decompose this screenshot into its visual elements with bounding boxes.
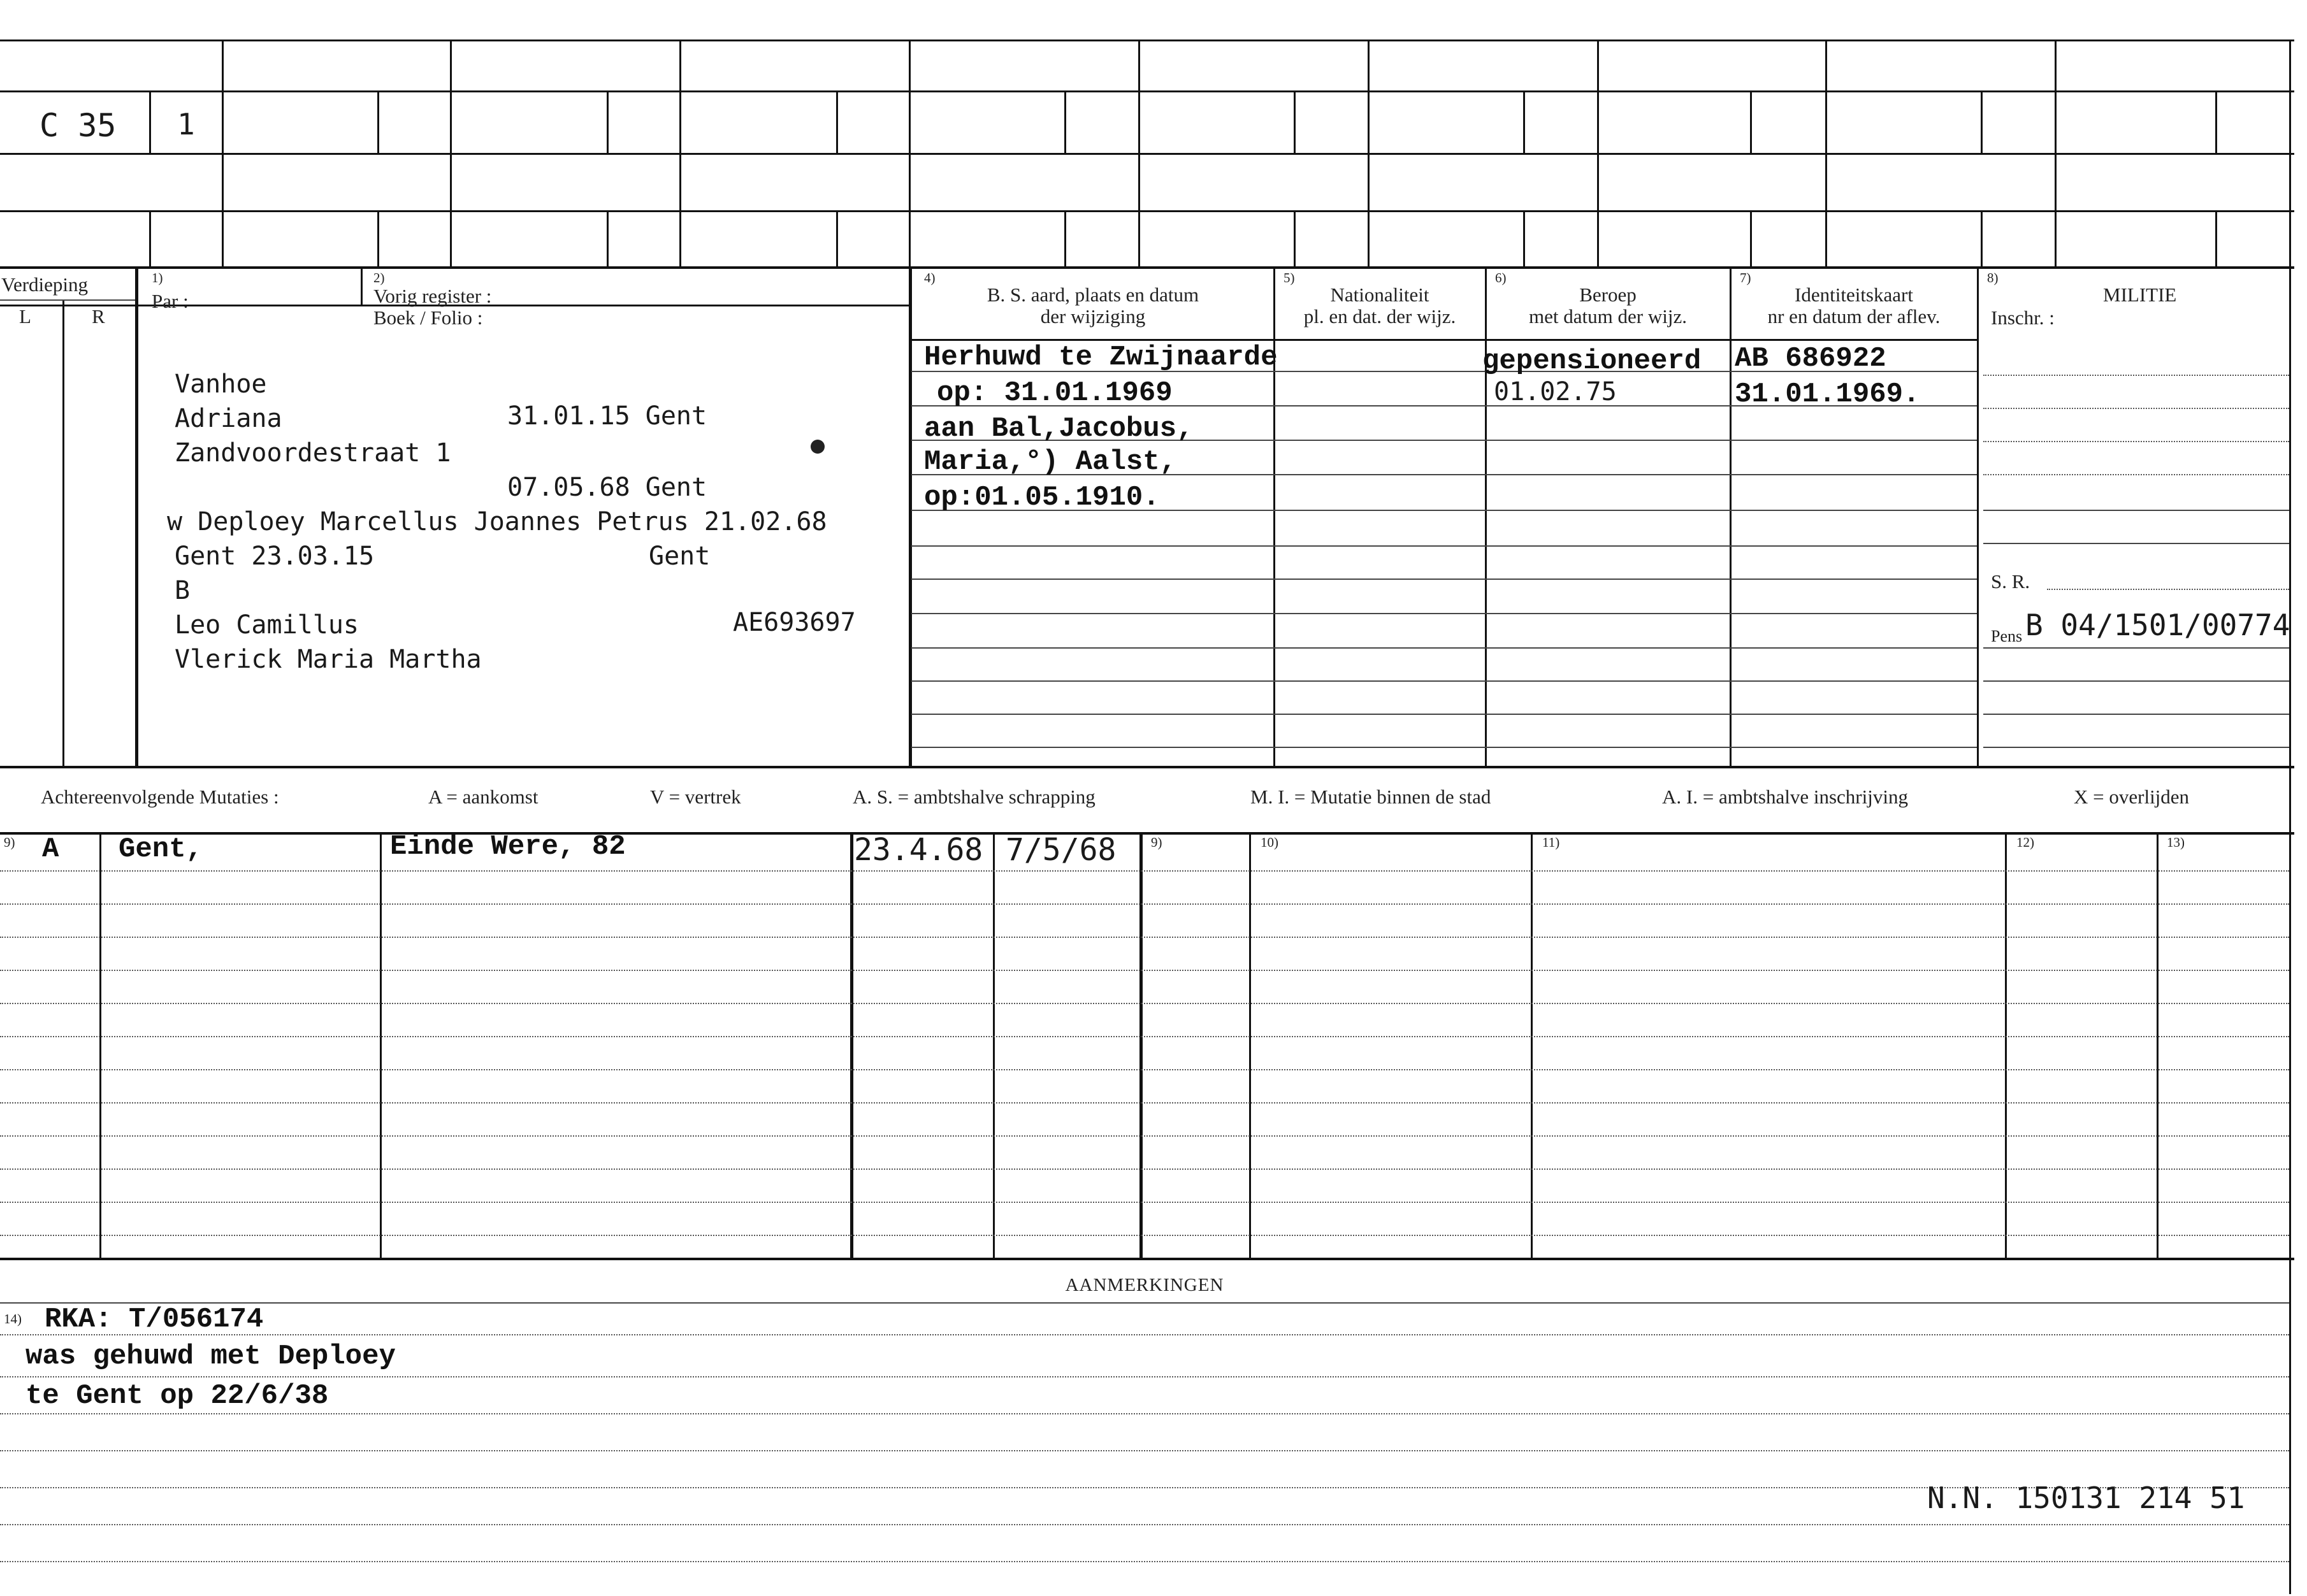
mut-col — [2005, 832, 2007, 1258]
grid-line — [0, 90, 2294, 92]
grid-col — [450, 40, 452, 266]
remarks-num: 14) — [4, 1311, 22, 1326]
surname: Vanhoe — [175, 370, 267, 399]
rule — [911, 680, 1977, 682]
grid-col — [836, 210, 838, 266]
rule — [1983, 543, 2289, 544]
bs-header-1: B. S. aard, plaats en datum — [987, 284, 1199, 306]
par-label: Par : — [152, 290, 189, 312]
grid-col — [1523, 210, 1525, 266]
legend-mi: M. I. = Mutatie binnen de stad — [1250, 786, 1491, 808]
mut-col — [2157, 832, 2159, 1258]
l-label: L — [19, 305, 31, 327]
verdieping-rule — [0, 299, 135, 301]
mut-col — [380, 832, 382, 1258]
col-id — [1730, 266, 1732, 766]
mut-rule — [0, 1069, 2289, 1070]
grid-line — [0, 210, 2294, 212]
remarks-rule — [0, 1450, 2289, 1451]
id-date: 31.01.1969. — [1735, 378, 1920, 410]
rule — [1983, 647, 2289, 649]
address: Zandvoordestraat 1 — [175, 438, 451, 468]
mutation-date-2: 7/5/68 — [1006, 832, 1117, 868]
mut-rule — [0, 970, 2289, 971]
pens-label: Pens — [1991, 627, 2023, 645]
mutation-street: Einde Were, 82 — [390, 831, 626, 863]
ber-header-1: Beroep — [1579, 284, 1637, 306]
grid-col — [1750, 90, 1752, 153]
mut-rule — [0, 1202, 2289, 1203]
grid-col — [1368, 40, 1370, 266]
remarks-rule — [0, 1376, 2289, 1377]
grid-col — [1064, 90, 1066, 153]
bs-line-1: Herhuwd te Zwijnaarde — [924, 341, 1278, 373]
rule — [1983, 408, 2289, 409]
mother-name: Vlerick Maria Martha — [175, 645, 482, 674]
mutation-type: A — [42, 833, 59, 865]
remarks-rule — [0, 1334, 2289, 1335]
col-bs — [909, 266, 912, 766]
bs-line-4: Maria,°) Aalst, — [924, 446, 1177, 478]
rule — [1983, 510, 2289, 511]
grid-col — [607, 90, 609, 153]
code-number: 1 — [177, 107, 195, 141]
mut-num-10: 10) — [1261, 835, 1278, 850]
mut-rule — [0, 870, 2289, 872]
bs-num: 4) — [924, 270, 936, 285]
grid-col — [2215, 90, 2217, 153]
mut-rule — [0, 1135, 2289, 1137]
mil-num: 8) — [1987, 270, 1999, 285]
rule — [911, 613, 1977, 614]
header-bottom — [909, 339, 1977, 341]
rule — [1983, 441, 2289, 442]
bs-line-5: op:01.05.1910. — [924, 482, 1160, 514]
remarks-line-3: te Gent op 22/6/38 — [25, 1380, 329, 1412]
remarks-rule — [0, 1413, 2289, 1414]
col-ber — [1485, 266, 1487, 766]
rule — [1983, 474, 2289, 475]
grid-col — [2055, 40, 2057, 266]
registration-date: 07.05.68 Gent — [507, 473, 707, 502]
grid-col — [1064, 210, 1066, 266]
grid-line — [0, 153, 2294, 155]
rule — [1983, 747, 2289, 748]
remarks-line-2: was gehuwd met Deploey — [25, 1341, 396, 1372]
mut-rule — [0, 1168, 2289, 1170]
mut-num-11: 11) — [1542, 835, 1560, 850]
nn-number: N.N. 150131 214 51 — [1927, 1481, 2245, 1515]
remarks-rule — [0, 1524, 2289, 1525]
bs-line-3: aan Bal,Jacobus, — [924, 413, 1194, 445]
legend-as: A. S. = ambtshalve schrapping — [853, 786, 1096, 808]
boek-label: Boek / Folio : — [373, 306, 483, 329]
sr-label: S. R. — [1991, 570, 2030, 593]
rule — [1983, 680, 2289, 682]
spouse-place: Gent — [649, 542, 711, 571]
rule — [2047, 589, 2289, 590]
remarks-title: AANMERKINGEN — [1065, 1275, 1224, 1295]
id-code: AE693697 — [733, 608, 856, 637]
rule — [911, 579, 1977, 580]
ber-header-2: met datum der wijz. — [1529, 305, 1687, 327]
grid-col — [222, 40, 224, 266]
inschr-label: Inschr. : — [1991, 306, 2055, 329]
section-bottom — [0, 766, 2294, 768]
mut-rule — [0, 1036, 2289, 1037]
pens-value: B 04/1501/00774 — [2025, 608, 2290, 642]
mut-col — [1139, 832, 1143, 1258]
vorig-num: 2) — [373, 270, 385, 285]
mutation-place: Gent, — [119, 833, 203, 865]
mut-col — [850, 832, 853, 1258]
grid-col — [377, 90, 379, 153]
col-vorig — [361, 266, 363, 305]
legend-x: X = overlijden — [2074, 786, 2190, 808]
remarks-line-1: RKA: T/056174 — [45, 1304, 264, 1335]
remarks-rule — [0, 1561, 2289, 1562]
beroep-value: gepensioneerd — [1482, 345, 1702, 377]
grid-col — [1825, 40, 1827, 266]
bs-line-2: op: 31.01.1969 — [937, 377, 1173, 409]
grid-line — [0, 266, 2294, 269]
nat-num: 5) — [1284, 270, 1295, 285]
militie-label: MILITIE — [2103, 284, 2177, 306]
par-num: 1) — [152, 270, 163, 285]
bs-header-2: der wijziging — [1040, 305, 1146, 327]
rule — [1983, 375, 2289, 376]
grid-col — [1597, 40, 1599, 266]
mut-num-9: 9) — [4, 835, 15, 850]
code-c35: C 35 — [40, 107, 117, 144]
first-name: Adriana — [175, 404, 282, 433]
grid-col — [2215, 210, 2217, 266]
grid-col — [1981, 90, 1983, 153]
mut-rule — [0, 1102, 2289, 1104]
grid-col — [1981, 210, 1983, 266]
ber-num: 6) — [1495, 270, 1507, 285]
grid-col — [1294, 90, 1296, 153]
rule — [911, 545, 1977, 547]
vorig-label: Vorig register : — [373, 285, 492, 307]
legend-v: V = vertrek — [650, 786, 741, 808]
grid-col — [909, 40, 911, 266]
legend-title: Achtereenvolgende Mutaties : — [41, 786, 279, 808]
ink-dot-icon — [811, 440, 825, 454]
mut-rule — [0, 1003, 2289, 1004]
id-header-1: Identiteitskaart — [1795, 284, 1913, 306]
father-name: Leo Camillus — [175, 610, 359, 640]
r-label: R — [92, 305, 105, 327]
beroep-date: 01.02.75 — [1494, 377, 1617, 406]
mut-rule — [0, 903, 2289, 905]
nat-header-1: Nationaliteit — [1330, 284, 1429, 306]
col-l-r — [62, 299, 64, 766]
legend-a: A = aankomst — [428, 786, 539, 808]
grid-col — [1750, 210, 1752, 266]
grid-col — [149, 210, 151, 266]
grid-col — [149, 90, 151, 153]
mut-num-13: 13) — [2167, 835, 2185, 850]
mutation-date-1: 23.4.68 — [854, 832, 983, 868]
mut-num-12: 12) — [2016, 835, 2034, 850]
grid-col — [1138, 40, 1140, 266]
right-border — [2289, 40, 2291, 1594]
rule — [911, 714, 1977, 715]
grid-col — [1294, 210, 1296, 266]
legend-ai: A. I. = ambtshalve inschrijving — [1662, 786, 1908, 808]
mut-col — [1531, 832, 1533, 1258]
verdieping-label: Verdieping — [1, 273, 89, 296]
mutation-top — [0, 832, 2294, 835]
grid-col — [836, 90, 838, 153]
mut-rule — [0, 1235, 2289, 1236]
id-header-2: nr en datum der aflev. — [1767, 305, 1941, 327]
mut-num-9b: 9) — [1151, 835, 1162, 850]
rule — [1983, 714, 2289, 715]
birth-date-place: 31.01.15 Gent — [507, 401, 707, 431]
mut-col — [99, 832, 101, 1258]
mut-col — [993, 832, 995, 1258]
grid-col — [679, 40, 681, 266]
top-border — [0, 40, 2294, 41]
mut-col — [1249, 832, 1251, 1258]
mut-rule — [0, 937, 2289, 938]
id-number: AB 686922 — [1735, 343, 1886, 375]
marker-b: B — [175, 576, 191, 605]
mutation-bottom — [0, 1258, 2294, 1260]
remarks-rule — [0, 1302, 2289, 1304]
grid-col — [607, 210, 609, 266]
id-num: 7) — [1740, 270, 1751, 285]
rule — [911, 747, 1977, 748]
grid-col — [1523, 90, 1525, 153]
spouse-line: w Deploey Marcellus Joannes Petrus 21.02.68 — [167, 507, 827, 536]
spouse-birth: Gent 23.03.15 — [175, 542, 375, 571]
rule — [911, 647, 1977, 649]
col-mil — [1977, 266, 1979, 766]
col-par — [135, 266, 138, 766]
nat-header-2: pl. en dat. der wijz. — [1303, 305, 1456, 327]
grid-col — [377, 210, 379, 266]
